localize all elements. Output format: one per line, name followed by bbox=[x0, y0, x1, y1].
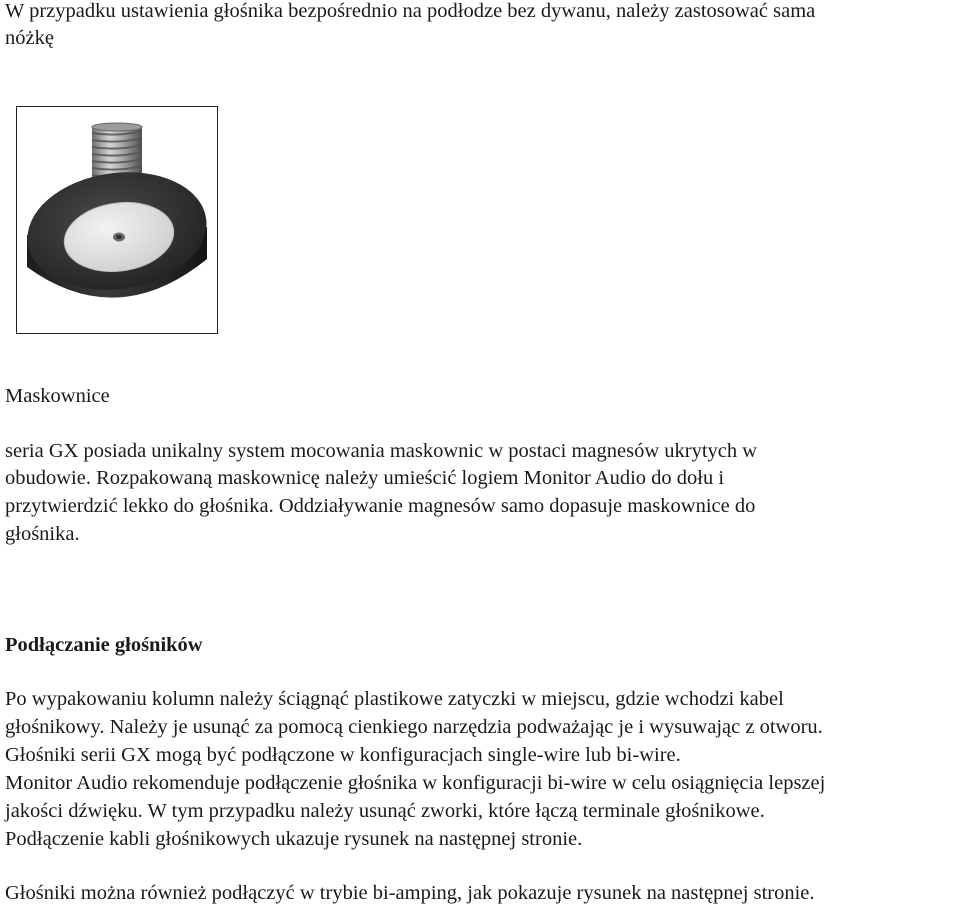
speaker-foot-photo bbox=[16, 106, 218, 334]
connecting-line-6: Podłączenie kabli głośnikowych ukazuje rysunek na następnej stronie. bbox=[5, 828, 583, 850]
speaker-foot-spike-icon bbox=[17, 107, 217, 333]
intro-line-1: W przypadku ustawienia głośnika bezpośrednio na podłodze bez dywanu, należy zastosować sama bbox=[5, 0, 816, 22]
grilles-line-4: głośnika. bbox=[5, 523, 80, 545]
connecting-line-5: jakości dźwięku. W tym przypadku należy usunąć zworki, które łączą terminale głośnikowe. bbox=[5, 800, 765, 822]
connecting-title: Podłączanie głośników bbox=[5, 634, 203, 656]
connecting-line-2: głośnikowy. Należy je usunąć za pomocą cienkiego narzędzia podważając je i wysuwając z otworu. bbox=[5, 716, 823, 738]
connecting-final-line: Głośniki można również podłączyć w trybie bi-amping, jak pokazuje rysunek na następnej stronie. bbox=[5, 882, 815, 904]
connecting-line-3: Głośniki serii GX mogą być podłączone w konfiguracjach single-wire lub bi-wire. bbox=[5, 744, 681, 766]
grilles-line-1: seria GX posiada unikalny system mocowania maskownic w postaci magnesów ukrytych w bbox=[5, 440, 758, 462]
intro-line-2: nóżkę bbox=[5, 27, 54, 49]
grilles-line-3: przytwierdzić lekko do głośnika. Oddziaływanie magnesów samo dopasuje maskownice do bbox=[5, 495, 756, 517]
grilles-title: Maskownice bbox=[5, 385, 110, 407]
grilles-line-2: obudowie. Rozpakowaną maskownicę należy umieścić logiem Monitor Audio do dołu i bbox=[5, 467, 725, 489]
connecting-line-1: Po wypakowaniu kolumn należy ściągnąć plastikowe zatyczki w miejscu, gdzie wchodzi kabel bbox=[5, 688, 784, 710]
connecting-line-4: Monitor Audio rekomenduje podłączenie głośnika w konfiguracji bi-wire w celu osiągnięcia lepszej bbox=[5, 772, 826, 794]
